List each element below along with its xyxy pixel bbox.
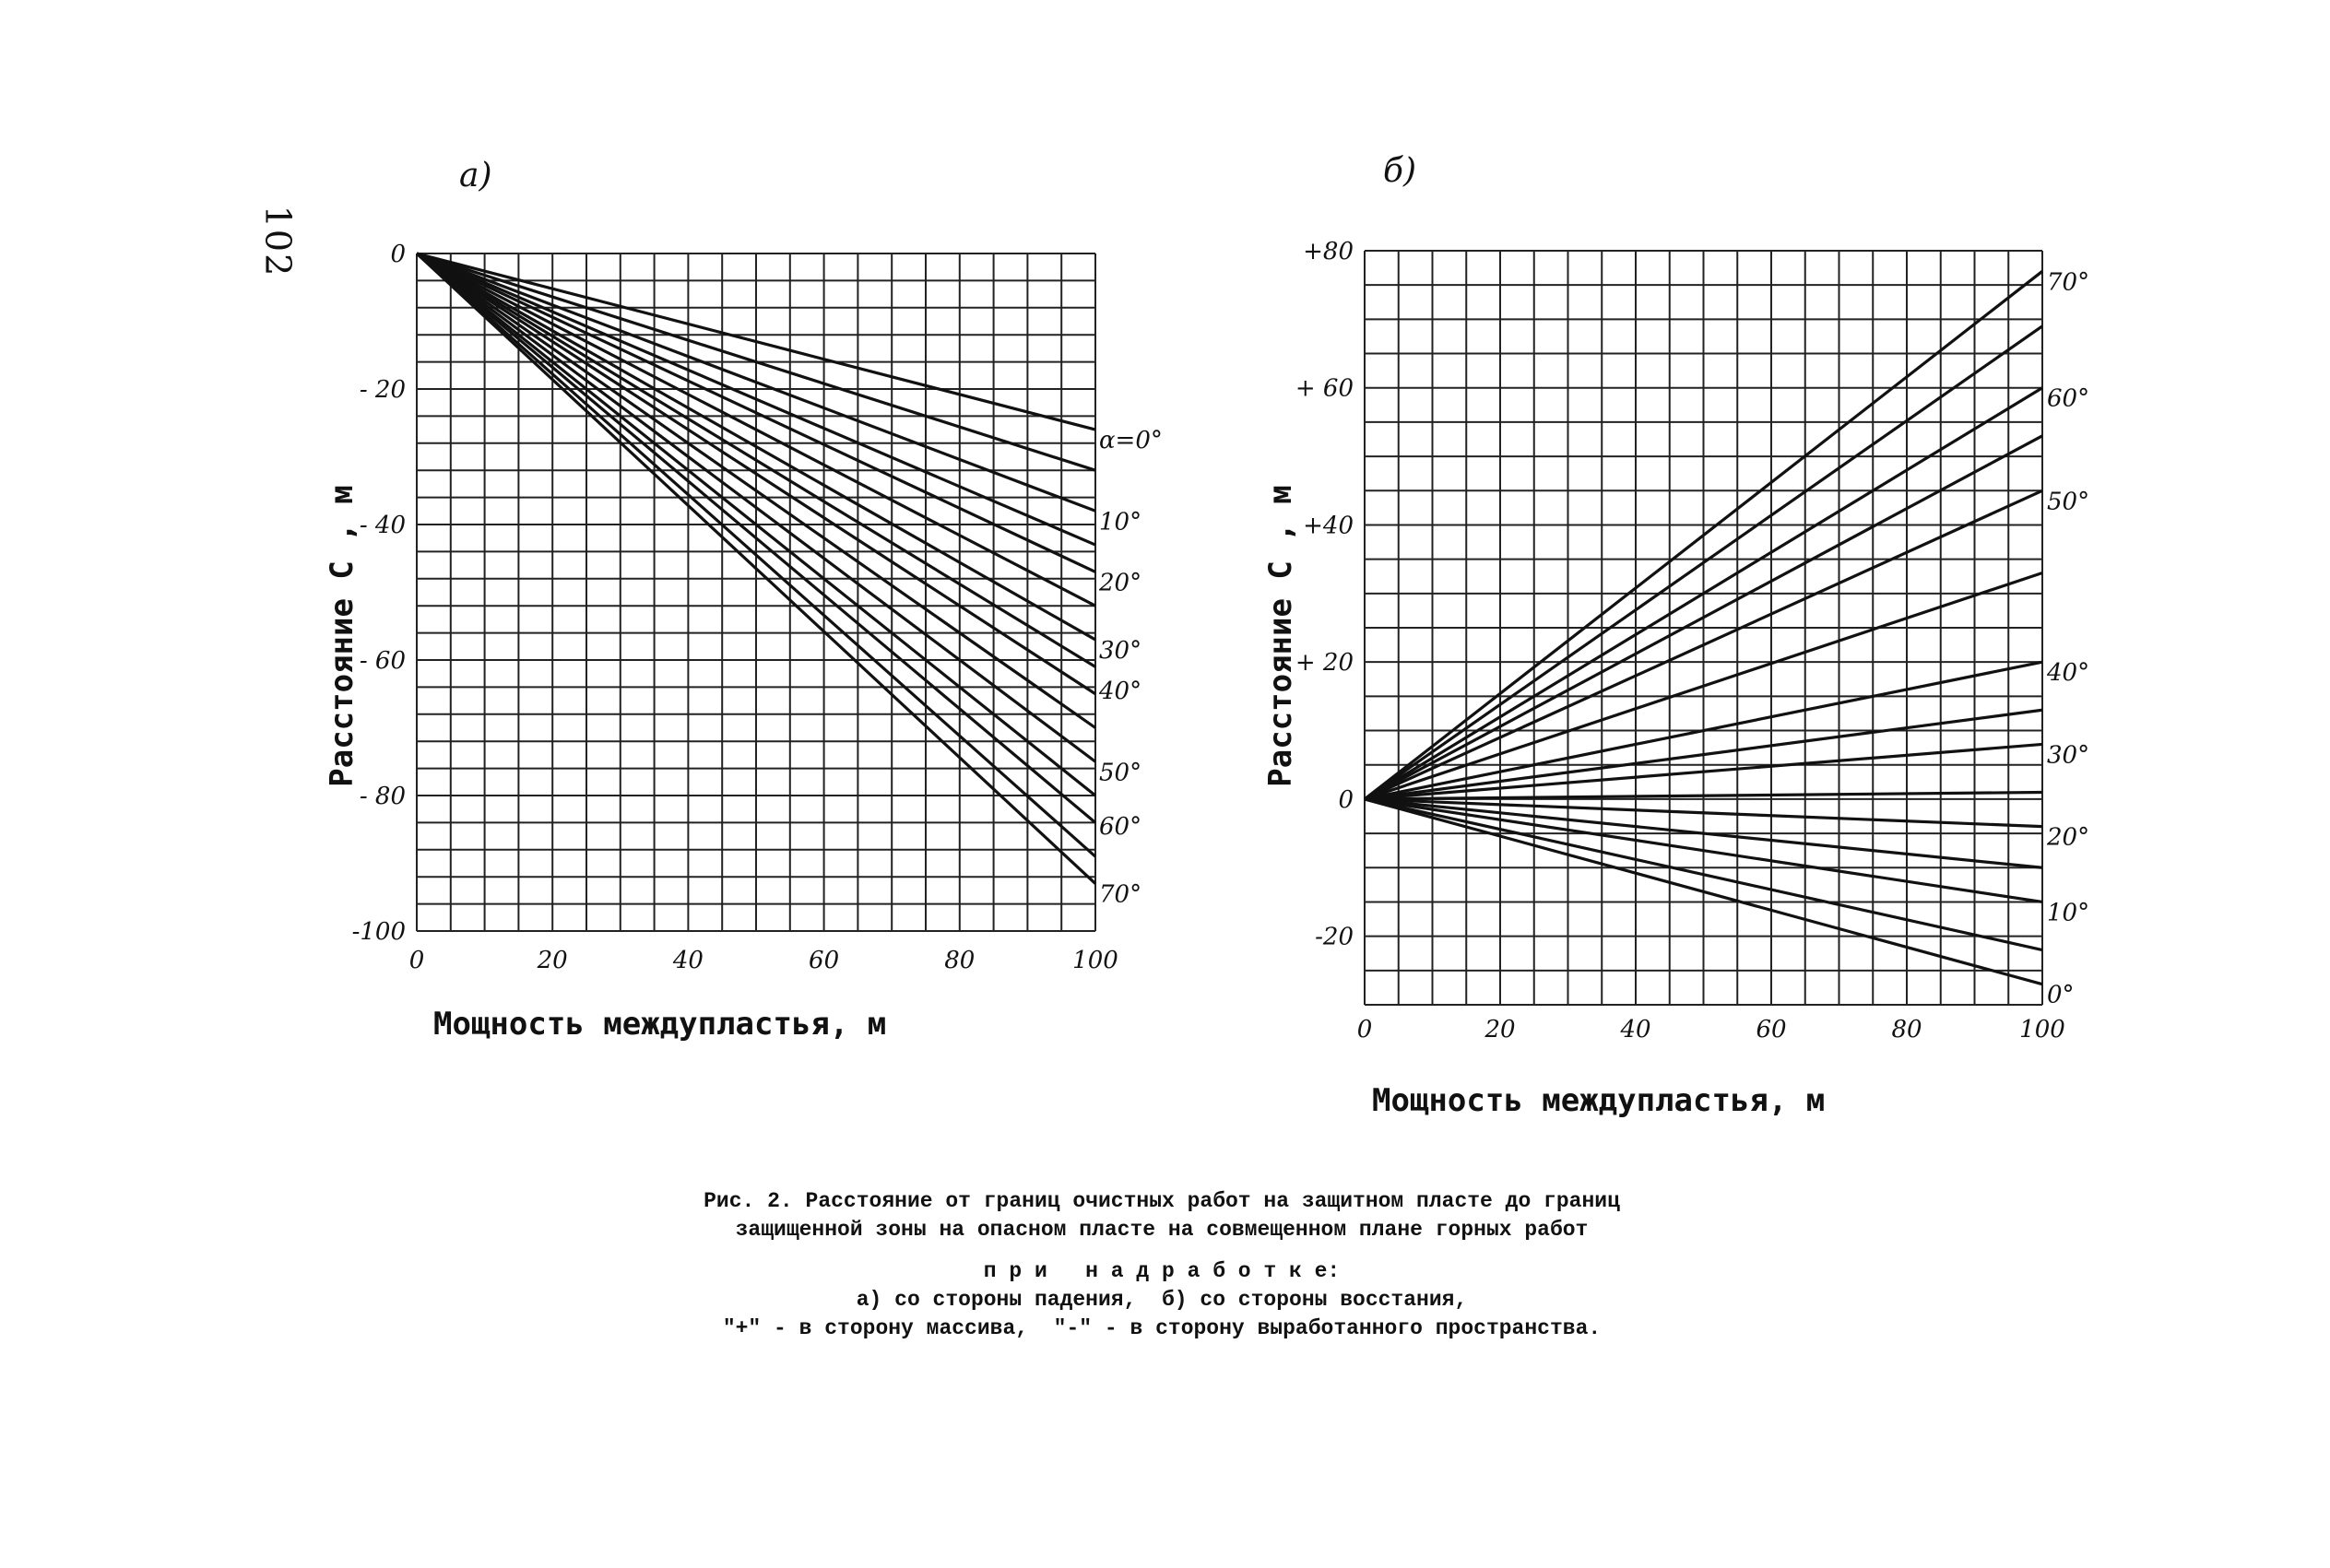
y-axis-title: Расстояние С , м: [1262, 485, 1299, 787]
y-tick-label: 0: [1338, 785, 1354, 814]
angle-label: 70°: [2047, 268, 2090, 297]
y-tick-label: +40: [1303, 512, 1354, 540]
x-tick-label: 40: [672, 947, 704, 974]
y-tick-label: +80: [1303, 238, 1354, 265]
caption-line-2: защищенной зоны на опасном пласте на совмещенном плане горных работ: [735, 1218, 1589, 1242]
x-tick-label: 0: [1356, 1016, 1373, 1043]
caption-line-5: "+" - в сторону массива, "-" - в сторону выработанного пространства.: [722, 1316, 1602, 1340]
y-axis-title: Расстояние С , м: [324, 485, 361, 787]
x-tick-label: 80: [944, 947, 976, 974]
x-tick-label: 80: [1891, 1016, 1922, 1043]
caption-line-1: Рис. 2. Расстояние от границ очистных работ на защитном пласте до границ: [704, 1189, 1620, 1213]
x-tick-label: 40: [1620, 1016, 1651, 1043]
angle-label: 30°: [2047, 741, 2090, 770]
angle-label: 60°: [2047, 384, 2090, 413]
angle-label: 50°: [2047, 488, 2090, 516]
figure-caption: [516, 1187, 1807, 1343]
x-tick-label: 20: [537, 947, 568, 974]
angle-label: 40°: [1099, 678, 1142, 706]
x-axis-title: Мощность междупластья, м: [1372, 1082, 1826, 1119]
angle-label: α=0°: [1099, 427, 1163, 455]
y-tick-label: 0: [390, 241, 406, 268]
x-tick-label: 60: [1756, 1016, 1787, 1043]
angle-label: 20°: [2047, 823, 2090, 852]
y-tick-label: - 80: [359, 783, 406, 810]
angle-label: 30°: [1099, 636, 1142, 665]
x-tick-label: 0: [408, 947, 425, 974]
y-tick-label: - 60: [359, 647, 406, 675]
y-tick-label: - 20: [359, 376, 406, 404]
angle-label: 50°: [1099, 759, 1142, 787]
angle-label: 10°: [2047, 899, 2090, 927]
angle-label: 70°: [1099, 880, 1142, 909]
angle-label: 20°: [1099, 569, 1142, 597]
angle-label: 10°: [1099, 508, 1142, 536]
angle-label: 0°: [2047, 981, 2075, 1009]
panel-b-label: б): [1383, 152, 1417, 190]
x-tick-label: 60: [809, 947, 840, 974]
x-tick-label: 100: [2019, 1016, 2065, 1043]
x-tick-label: 20: [1484, 1016, 1516, 1043]
y-tick-label: -100: [351, 918, 406, 946]
panel-a-label: а): [459, 157, 492, 195]
page-number: 102: [257, 205, 299, 278]
caption-line-3: п р и н а д р а б о т к е:: [983, 1259, 1341, 1283]
y-tick-label: - 40: [359, 512, 406, 539]
y-tick-label: + 20: [1295, 649, 1354, 678]
angle-label: 60°: [1099, 813, 1142, 842]
x-axis-title: Мощность междупластья, м: [433, 1006, 887, 1043]
y-tick-label: + 60: [1295, 374, 1354, 403]
angle-label: 40°: [2047, 659, 2090, 688]
caption-line-4: а) со стороны падения, б) со стороны восстания,: [856, 1288, 1468, 1312]
y-tick-label: -20: [1315, 923, 1354, 951]
x-tick-label: 100: [1072, 947, 1118, 974]
